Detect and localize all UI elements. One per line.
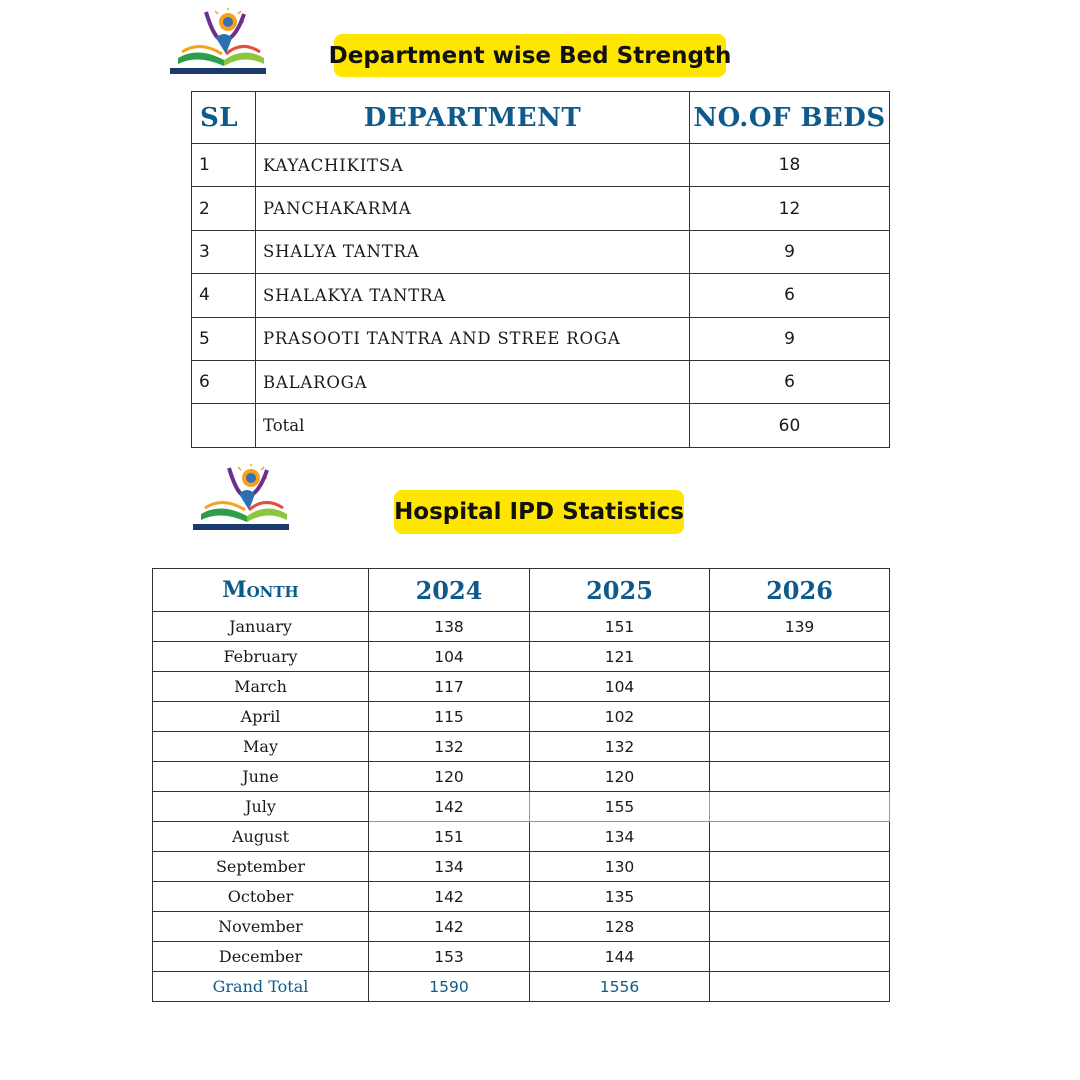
department-cell: PANCHAKARMA [256,187,690,230]
month-cell: September [153,852,369,882]
table-row [153,882,890,912]
beds-cell: 9 [690,317,890,360]
table-row [153,852,890,882]
value-2025-cell: 130 [530,852,710,882]
value-2024-cell: 142 [369,912,530,942]
table-row [153,912,890,942]
grand-total-2024: 1590 [369,972,530,1002]
table-row [153,702,890,732]
value-2025-cell: 151 [530,612,710,642]
value-2025-cell: 128 [530,912,710,942]
value-2024-cell: 115 [369,702,530,732]
ipd-table-header-row [153,569,890,612]
table-row [192,144,890,187]
value-2026-cell [710,672,890,702]
beds-cell: 6 [690,274,890,317]
table-row [192,230,890,273]
grand-total-2025: 1556 [530,972,710,1002]
column-header-month: Month [153,569,369,612]
sl-cell: 3 [192,230,256,273]
value-2024-cell: 142 [369,792,530,822]
month-cell: February [153,642,369,672]
table-row [192,317,890,360]
sl-cell: 5 [192,317,256,360]
grand-total-row [153,972,890,1002]
column-header-sl: SL [192,92,256,144]
value-2026-cell [710,852,890,882]
sl-cell: 1 [192,144,256,187]
college-logo-icon [168,8,268,78]
value-2025-cell: 144 [530,942,710,972]
value-2024-cell: 142 [369,882,530,912]
month-cell: July [153,792,369,822]
value-2024-cell: 104 [369,642,530,672]
value-2025-cell: 132 [530,732,710,762]
month-cell: June [153,762,369,792]
table-row [153,822,890,852]
value-2024-cell: 132 [369,732,530,762]
month-cell: August [153,822,369,852]
value-2025-cell: 155 [530,792,710,822]
column-header-department: DEPARTMENT [256,92,690,144]
value-2026-cell [710,792,890,822]
value-2025-cell: 134 [530,822,710,852]
table-row [192,274,890,317]
month-cell: March [153,672,369,702]
value-2026-cell [710,912,890,942]
bed-table-header-row [192,92,890,144]
month-cell: October [153,882,369,912]
value-2024-cell: 153 [369,942,530,972]
value-2025-cell: 135 [530,882,710,912]
value-2025-cell: 102 [530,702,710,732]
beds-cell: 12 [690,187,890,230]
value-2026-cell [710,732,890,762]
value-2024-cell: 151 [369,822,530,852]
sl-cell [192,404,256,447]
value-2025-cell: 121 [530,642,710,672]
month-cell: April [153,702,369,732]
column-header-2025: 2025 [530,569,710,612]
total-label: Total [256,404,690,447]
bed-strength-table [191,91,890,448]
beds-cell: 9 [690,230,890,273]
beds-cell: 6 [690,360,890,403]
college-logo-icon [191,464,291,534]
department-cell: BALAROGA [256,360,690,403]
value-2024-cell: 120 [369,762,530,792]
department-cell: PRASOOTI TANTRA AND STREE ROGA [256,317,690,360]
table-row [153,732,890,762]
value-2024-cell: 138 [369,612,530,642]
beds-cell: 18 [690,144,890,187]
column-header-beds: NO.OF BEDS [690,92,890,144]
table-row [153,672,890,702]
month-cell: November [153,912,369,942]
value-2025-cell: 104 [530,672,710,702]
bed-strength-title: Department wise Bed Strength [334,34,726,77]
month-cell: May [153,732,369,762]
sl-cell: 2 [192,187,256,230]
column-header-2026: 2026 [710,569,890,612]
total-beds: 60 [690,404,890,447]
sl-cell: 4 [192,274,256,317]
value-2026-cell [710,702,890,732]
ipd-statistics-title: Hospital IPD Statistics [394,490,684,534]
table-row [192,360,890,403]
value-2026-cell [710,882,890,912]
sl-cell: 6 [192,360,256,403]
value-2026-cell: 139 [710,612,890,642]
table-row [153,792,890,822]
value-2026-cell [710,822,890,852]
value-2025-cell: 120 [530,762,710,792]
value-2026-cell [710,942,890,972]
grand-total-2026 [710,972,890,1002]
table-row [192,187,890,230]
table-row [153,762,890,792]
table-row [153,612,890,642]
value-2024-cell: 117 [369,672,530,702]
grand-total-label: Grand Total [153,972,369,1002]
ipd-statistics-table [152,568,890,1002]
value-2024-cell: 134 [369,852,530,882]
department-cell: SHALAKYA TANTRA [256,274,690,317]
table-row [153,942,890,972]
value-2026-cell [710,642,890,672]
department-cell: KAYACHIKITSA [256,144,690,187]
value-2026-cell [710,762,890,792]
table-row [153,642,890,672]
total-row [192,404,890,447]
month-cell: January [153,612,369,642]
month-cell: December [153,942,369,972]
department-cell: SHALYA TANTRA [256,230,690,273]
column-header-2024: 2024 [369,569,530,612]
